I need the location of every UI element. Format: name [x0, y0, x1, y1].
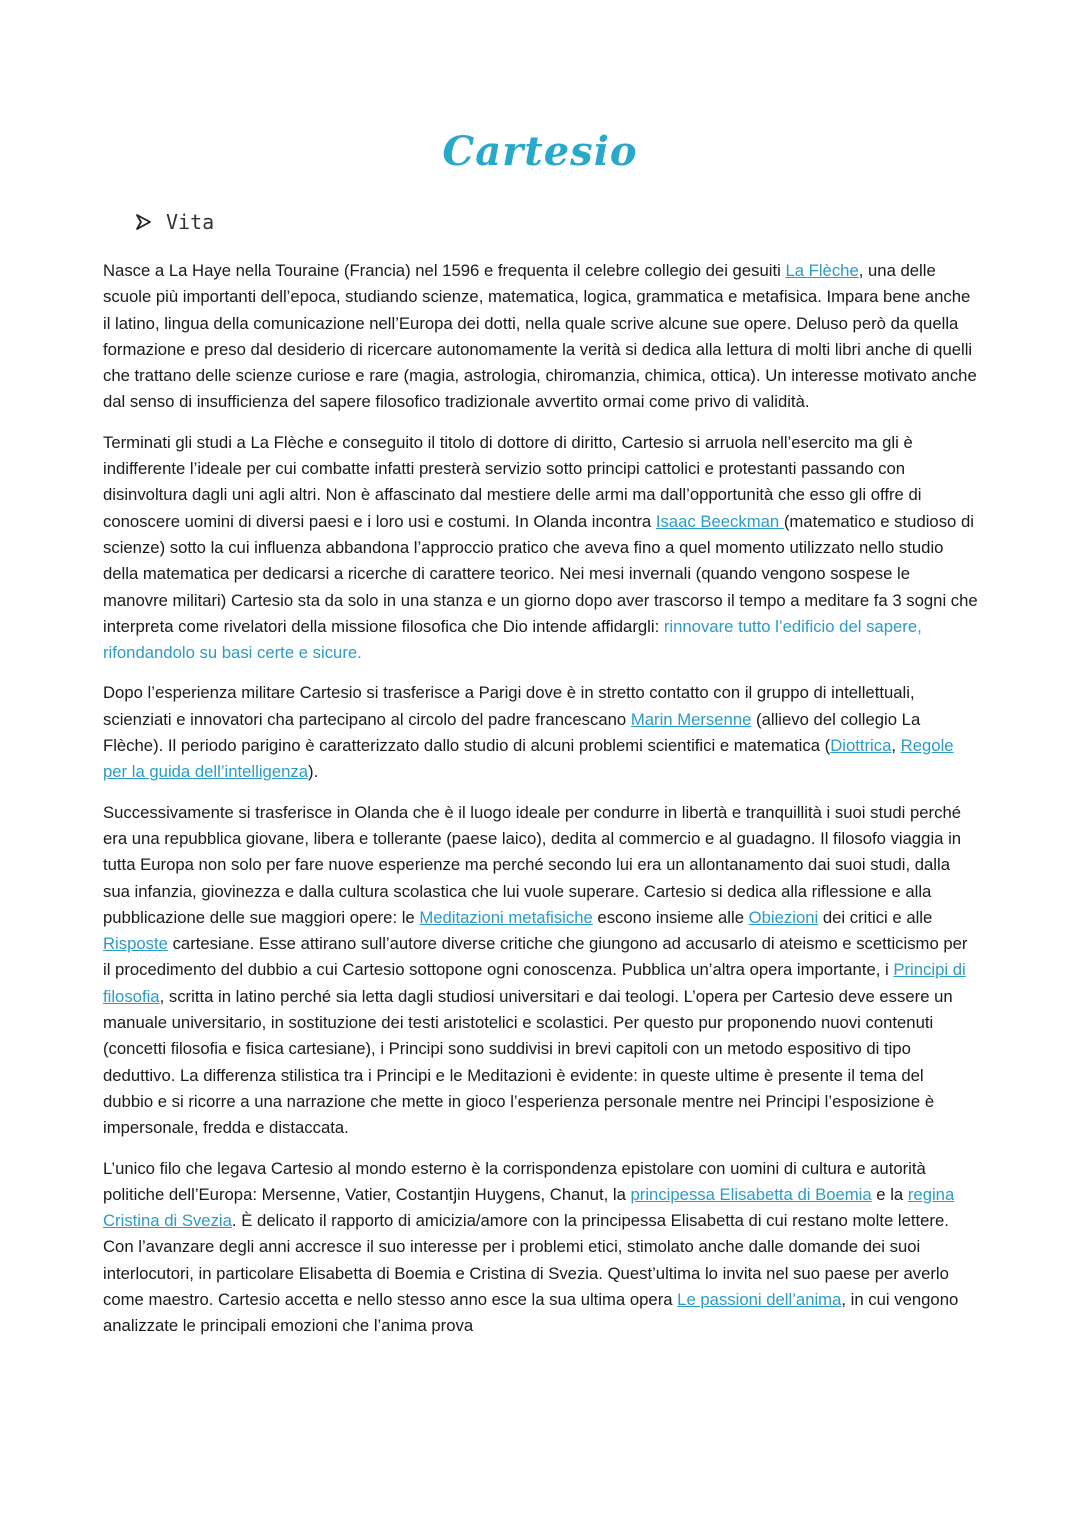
text-run: (matematico e studioso di scienze) sotto la cui influenza abbandona l’approccio pratico che aveva fino a quel momento utilizzato nello studio della matematica per dedicarsi a ricerche di carattere teorico. Nei mesi invernali (quando vengono sospese le manovre militari) Cartesio sta da solo in una stanza e un giorno dopo aver trascorso il tempo a meditare fa 3 sogni che interpreta come rivelatori della missione filosofica che Dio intende affidargli: — [103, 511, 978, 636]
arrow-bullet-icon — [134, 213, 152, 231]
text-run: Successivamente si trasferisce in Olanda che è il luogo ideale per condurre in libertà e tranquillità i suoi studi perché era una repubblica giovane, libera e tollerante (paese laico), dedita al commercio e al guadagno. Il filosofo viaggia in tutta Europa non solo per fare nuove esperienze ma perché secondo lui era un allontanamento dai suoi studi, dalla sua infanzia, giovinezza e dalla cultura scolastica che lui vuole superare. Cartesio si dedica alla riflessione e alla pubblicazione delle sue maggiori opere: le — [103, 802, 962, 927]
text-run: cartesiane. Esse attirano sull’autore diverse critiche che giungono ad accusarlo di ateismo e scetticismo per il procedimento del dubbio a cui Cartesio sottopone ogni conoscenza. Pubblica un’altra opera importante, i — [103, 934, 968, 980]
text-run: (allievo del collegio La Flèche). Il periodo parigino è caratterizzato dallo studio di alcuni problemi scientifici e matematica ( — [103, 709, 921, 756]
paragraph-5 — [103, 1156, 978, 1340]
paragraph-3 — [103, 680, 978, 785]
body-text — [103, 258, 978, 1354]
link-diottrica[interactable]: Diottrica — [830, 736, 892, 756]
text-run: ). — [308, 762, 319, 782]
text-run: , una delle scuole più importanti dell’epoca, studiando scienze, matematica, logica, grammatica e metafisica. Impara bene anche il latino, lingua della comunicazione nell’Europa dei dotti, nella quale scrive alcune sue opere. Deluso però da quella formazione e preso dal desiderio di ricercare autonomamente la verità si dedica alla lettura di molti libri anche di quelli che trattano delle scienze curiose e rare (magia, astrologia, chiromanzia, chimica, ottica). Un interesse motivato anche dal senso di insufficienza del sapere filosofico tradizionale avvertito ormai come privo di validità. — [103, 261, 977, 412]
text-run: dei critici e alle — [818, 907, 933, 927]
link-passioni-anima[interactable]: Le passioni dell’anima — [677, 1289, 842, 1309]
text-run: escono insieme alle — [592, 907, 749, 927]
text-run: , in cui vengono analizzate le principali emozioni che l’anima prova — [103, 1289, 959, 1336]
text-run: , scritta in latino perché sia letta dagli studiosi universitari e dai teologi. L’opera per Cartesio deve essere un manuale universitario, in sostituzione dei testi aristotelici e scolastici. Per questo pur proponendo nuovi contenuti (concetti filosofia e fisica cartesiane), i Principi sono suddivisi in brevi capitoli con un metodo espositivo di tipo deduttivo. La differenza stilistica tra i Principi e le Meditazioni è evidente: in queste ultime è presente il tema del dubbio e si ricorre a una narrazione che mette in gioco l’esperienza personale mentre nei Principi l’esposizione è impersonale, fredda e distaccata. — [103, 986, 953, 1138]
text-run: e la — [871, 1184, 908, 1204]
link-regole[interactable]: Regole per la guida dell’intelligenza — [103, 736, 954, 782]
highlighted-text: rinnovare tutto l’edificio del sapere, rifondandolo su basi certe e sicure. — [103, 616, 922, 663]
text-run: Dopo l’esperienza militare Cartesio si trasferisce a Parigi dove è in stretto contatto con il gruppo di intellettuali, scienziati e innovatori cha partecipano al circolo del padre francescano — [103, 683, 915, 729]
text-run: , — [891, 736, 901, 756]
link-la-fleche[interactable]: La Flèche — [785, 261, 859, 280]
link-isaac-beeckman[interactable]: Isaac Beeckman — [655, 511, 784, 531]
section-heading-label: Vita — [166, 210, 215, 234]
section-heading — [134, 210, 214, 234]
link-regina-cristina[interactable]: regina Cristina di Svezia — [103, 1184, 955, 1231]
text-run: . È delicato il rapporto di amicizia/amore con la principessa Elisabetta di cui restano molte lettere. Con l’avanzare degli anni accresce il suo interesse per i problemi etici, stimolato anche dalle domande dei suoi interlocutori, in particolare Elisabetta di Boemia e Cristina di Svezia. Quest’ultima lo invita nel suo paese per averlo come maestro. Cartesio accetta e nello stesso anno esce la sua ultima opera — [103, 1211, 949, 1309]
link-principessa-elisabetta[interactable]: principessa Elisabetta di Boemia — [630, 1184, 872, 1204]
link-risposte[interactable]: Risposte — [103, 934, 168, 954]
paragraph-4 — [103, 800, 978, 1142]
link-meditazioni-metafisiche[interactable]: Meditazioni metafisiche — [419, 907, 593, 927]
link-obiezioni[interactable]: Obiezioni — [748, 907, 819, 927]
link-principi-di-filosofia[interactable]: Principi di filosofia — [103, 960, 966, 1006]
text-run: Nasce a La Haye nella Touraine (Francia) nel 1596 e frequenta il celebre collegio dei gesuiti — [103, 261, 786, 280]
paragraph-2 — [103, 430, 978, 667]
text-run: Terminati gli studi a La Flèche e conseguito il titolo di dottore di diritto, Cartesio si arruola nell’esercito ma gli è indifferente l’ideale per cui combatte infatti presterà servizio sotto principi cattolici e protestanti passando con disinvoltura dagli uni agli altri. Non è affascinato dal mestiere delle armi ma dall’opportunità che esso gli offre di conoscere uomini di diversi paesi e i loro usi e costumi. In Olanda incontra — [103, 432, 922, 531]
link-marin-mersenne[interactable]: Marin Mersenne — [630, 709, 752, 729]
paragraph-1 — [103, 258, 978, 416]
page-title: Cartesio — [442, 128, 638, 175]
text-run: L’unico filo che legava Cartesio al mondo esterno è la corrispondenza epistolare con uomini di cultura e autorità politiche dell’Europa: Mersenne, Vatier, Costantjin Huygens, Chanut, la — [103, 1158, 926, 1204]
